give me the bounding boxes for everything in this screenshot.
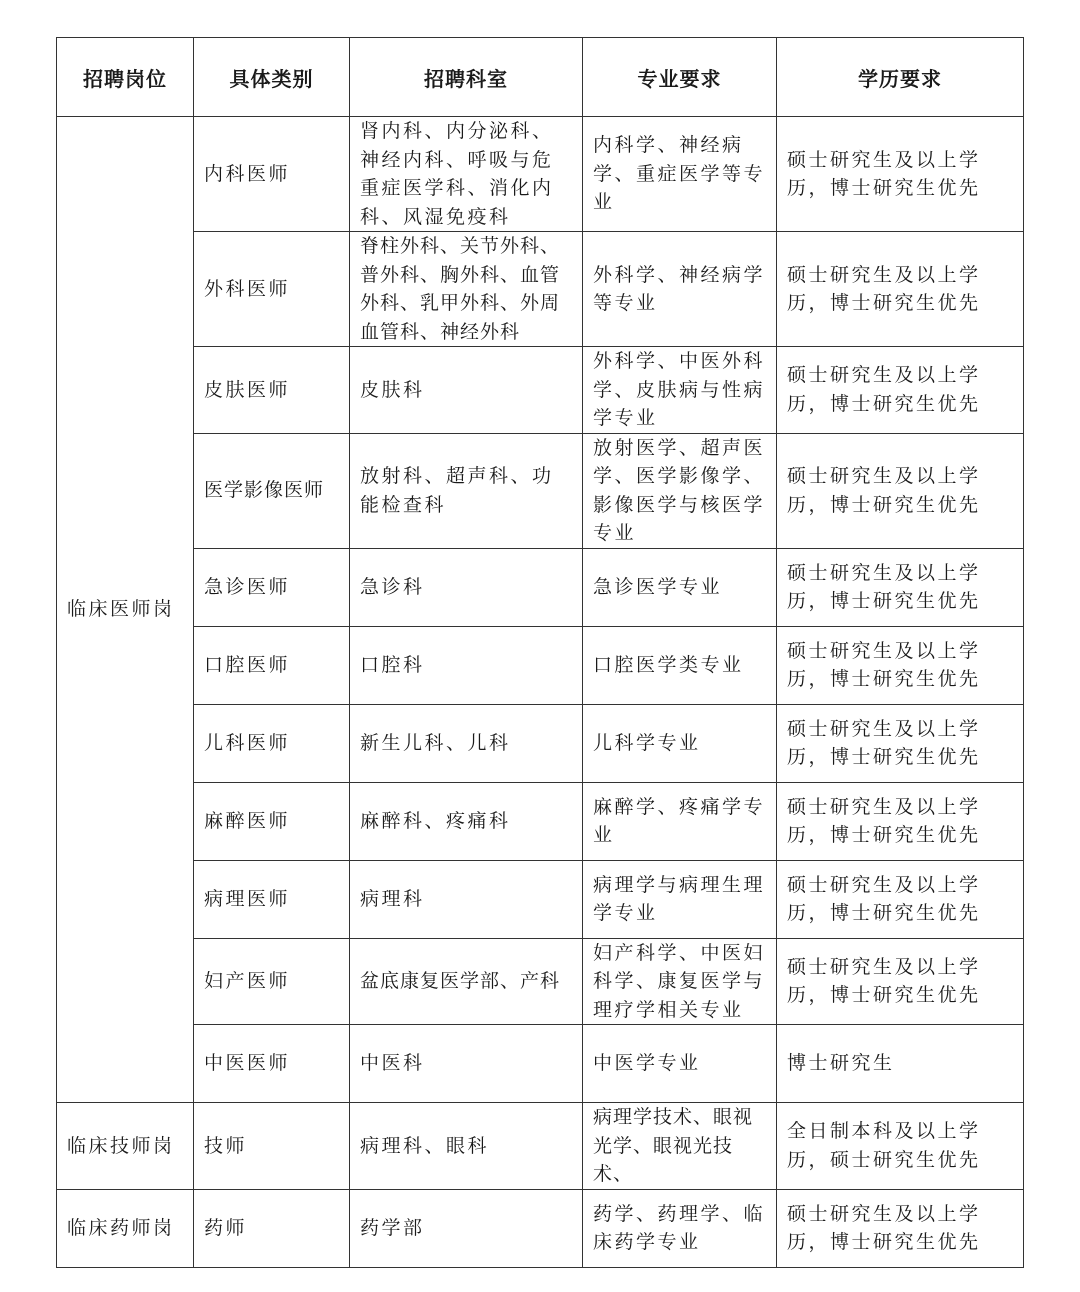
table-row [57, 117, 1024, 232]
category-cell: 中医医师 [194, 1025, 350, 1103]
department-cell: 中医科 [350, 1025, 583, 1103]
table-row [57, 938, 1024, 1025]
category-cell: 口腔医师 [194, 626, 350, 704]
education-cell: 硕士研究生及以上学历，博士研究生优先 [777, 938, 1024, 1025]
education-cell: 硕士研究生及以上学历，博士研究生优先 [777, 1189, 1024, 1267]
department-cell: 盆底康复医学部、产科 [350, 938, 583, 1025]
department-cell: 口腔科 [350, 626, 583, 704]
recruitment-table [56, 37, 1024, 1268]
table-row [57, 1189, 1024, 1267]
table-row [57, 232, 1024, 347]
header-row [57, 38, 1024, 117]
category-cell: 皮肤医师 [194, 347, 350, 434]
category-cell: 病理医师 [194, 860, 350, 938]
table-row [57, 860, 1024, 938]
header-category: 具体类别 [194, 38, 350, 117]
major-cell: 外科学、神经病学等专业 [583, 232, 777, 347]
major-cell: 儿科学专业 [583, 704, 777, 782]
department-cell: 病理科、眼科 [350, 1103, 583, 1190]
table-row [57, 1103, 1024, 1190]
department-cell: 肾内科、内分泌科、神经内科、呼吸与危重症医学科、消化内科、风湿免疫科 [350, 117, 583, 232]
education-cell: 硕士研究生及以上学历，博士研究生优先 [777, 704, 1024, 782]
major-cell: 外科学、中医外科学、皮肤病与性病学专业 [583, 347, 777, 434]
major-cell: 急诊医学专业 [583, 548, 777, 626]
education-cell: 硕士研究生及以上学历，博士研究生优先 [777, 626, 1024, 704]
category-cell: 医学影像医师 [194, 433, 350, 548]
header-education: 学历要求 [777, 38, 1024, 117]
department-cell: 急诊科 [350, 548, 583, 626]
table-row [57, 1025, 1024, 1103]
education-cell: 硕士研究生及以上学历，博士研究生优先 [777, 433, 1024, 548]
position-cell: 临床药师岗 [57, 1189, 194, 1267]
position-cell: 临床技师岗 [57, 1103, 194, 1190]
education-cell: 硕士研究生及以上学历，博士研究生优先 [777, 347, 1024, 434]
header-position: 招聘岗位 [57, 38, 194, 117]
table-row [57, 433, 1024, 548]
category-cell: 技师 [194, 1103, 350, 1190]
table-row [57, 782, 1024, 860]
position-cell: 临床医师岗 [57, 117, 194, 1103]
education-cell: 硕士研究生及以上学历，博士研究生优先 [777, 548, 1024, 626]
major-cell: 麻醉学、疼痛学专业 [583, 782, 777, 860]
department-cell: 病理科 [350, 860, 583, 938]
major-cell: 内科学、神经病学、重症医学等专业 [583, 117, 777, 232]
major-cell: 口腔医学类专业 [583, 626, 777, 704]
major-cell: 病理学技术、眼视光学、眼视光技术、 [583, 1103, 777, 1190]
category-cell: 外科医师 [194, 232, 350, 347]
education-cell: 硕士研究生及以上学历，博士研究生优先 [777, 117, 1024, 232]
header-major: 专业要求 [583, 38, 777, 117]
category-cell: 急诊医师 [194, 548, 350, 626]
department-cell: 皮肤科 [350, 347, 583, 434]
education-cell: 硕士研究生及以上学历，博士研究生优先 [777, 232, 1024, 347]
department-cell: 放射科、超声科、功能检查科 [350, 433, 583, 548]
major-cell: 妇产科学、中医妇科学、康复医学与理疗学相关专业 [583, 938, 777, 1025]
category-cell: 儿科医师 [194, 704, 350, 782]
table-row [57, 704, 1024, 782]
department-cell: 麻醉科、疼痛科 [350, 782, 583, 860]
category-cell: 药师 [194, 1189, 350, 1267]
table-row [57, 626, 1024, 704]
category-cell: 妇产医师 [194, 938, 350, 1025]
table-row [57, 347, 1024, 434]
major-cell: 中医学专业 [583, 1025, 777, 1103]
department-cell: 药学部 [350, 1189, 583, 1267]
education-cell: 全日制本科及以上学历，硕士研究生优先 [777, 1103, 1024, 1190]
major-cell: 放射医学、超声医学、医学影像学、影像医学与核医学专业 [583, 433, 777, 548]
department-cell: 脊柱外科、关节外科、普外科、胸外科、血管外科、乳甲外科、外周血管科、神经外科 [350, 232, 583, 347]
category-cell: 麻醉医师 [194, 782, 350, 860]
education-cell: 博士研究生 [777, 1025, 1024, 1103]
header-department: 招聘科室 [350, 38, 583, 117]
table-row [57, 548, 1024, 626]
major-cell: 药学、药理学、临床药学专业 [583, 1189, 777, 1267]
major-cell: 病理学与病理生理学专业 [583, 860, 777, 938]
education-cell: 硕士研究生及以上学历，博士研究生优先 [777, 782, 1024, 860]
category-cell: 内科医师 [194, 117, 350, 232]
education-cell: 硕士研究生及以上学历，博士研究生优先 [777, 860, 1024, 938]
department-cell: 新生儿科、儿科 [350, 704, 583, 782]
